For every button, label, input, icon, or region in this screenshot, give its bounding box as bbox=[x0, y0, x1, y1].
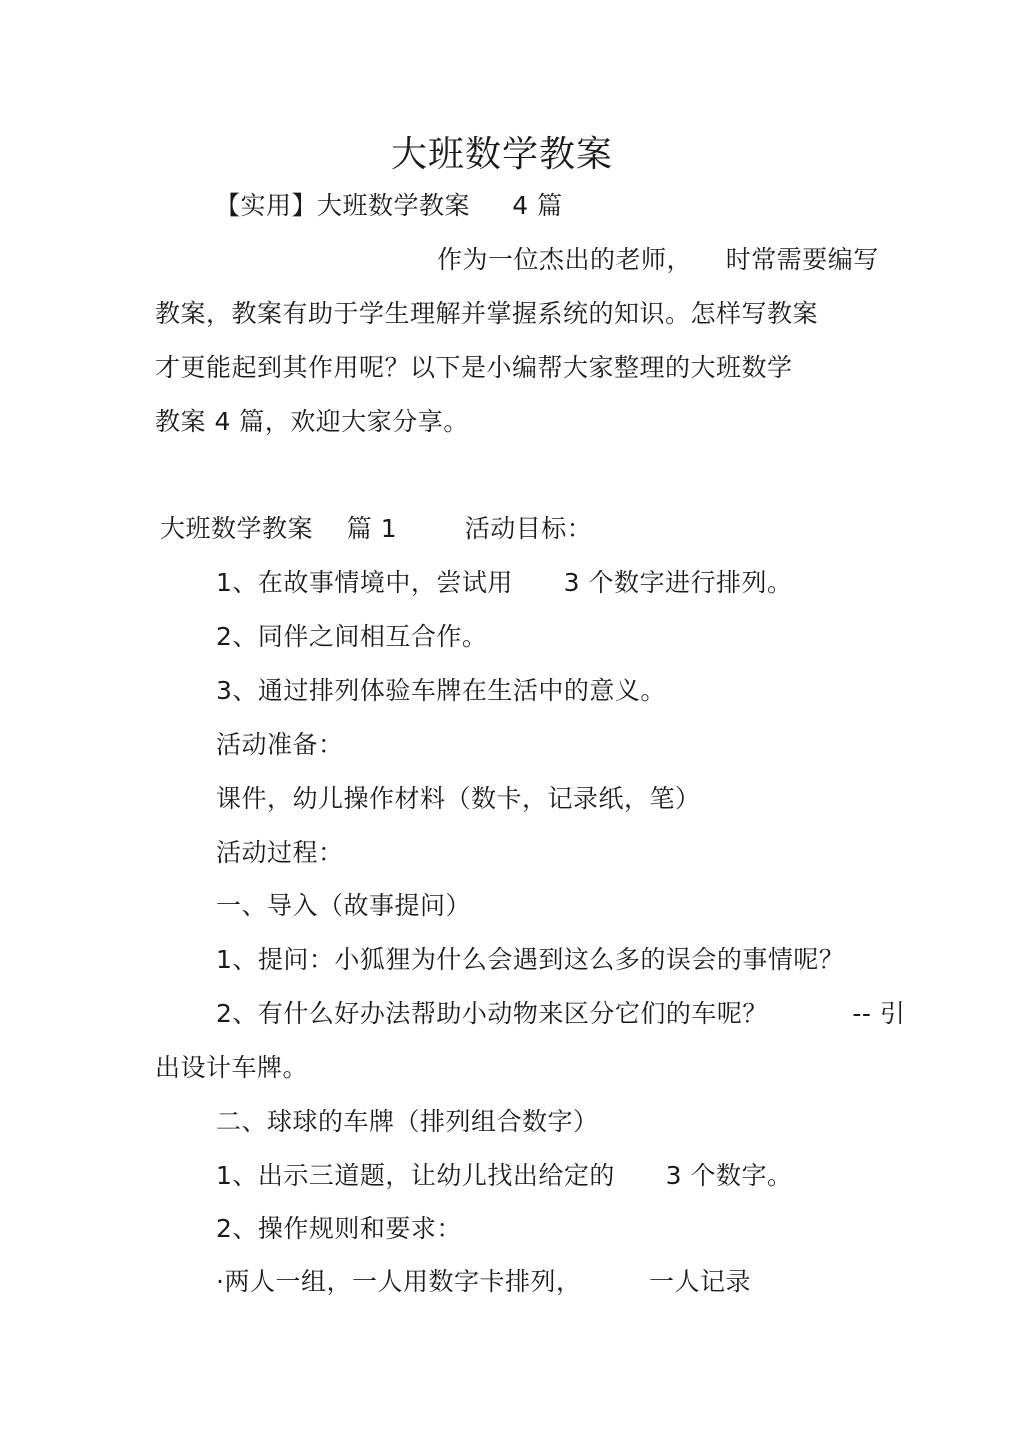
intro-line-3: 才更能起到其作用呢？以下是小编帮大家整理的大班数学 bbox=[155, 353, 793, 382]
body-line-14: ·两人一组，一人用数字卡排列， 一人记录 bbox=[216, 1267, 752, 1296]
body-line-7: 一、导入（故事提问） bbox=[216, 891, 472, 920]
body-line-13: 2、操作规则和要求： bbox=[216, 1214, 462, 1243]
body-line-5: 课件，幼儿操作材料（数卡，记录纸，笔） bbox=[216, 784, 701, 813]
page-title: 大班数学教案 bbox=[390, 134, 613, 175]
body-line-3: 3、通过排列体验车牌在生活中的意义。 bbox=[216, 676, 666, 705]
body-line-6: 活动过程： bbox=[216, 838, 344, 867]
intro-line-1: 作为一位杰出的老师， 时常需要编写 bbox=[437, 245, 879, 274]
body-line-12: 1、出示三道题，让幼儿找出给定的 3 个数字。 bbox=[216, 1161, 793, 1190]
body-line-4: 活动准备： bbox=[216, 730, 344, 759]
intro-line-2: 教案，教案有助于学生理解并掌握系统的知识。怎样写教案 bbox=[155, 299, 819, 328]
body-line-2: 2、同伴之间相互合作。 bbox=[216, 622, 488, 651]
body-line-8: 1、提问：小狐狸为什么会遇到这么多的误会的事情呢？ bbox=[216, 945, 845, 974]
intro-line-4: 教案 4 篇，欢迎大家分享。 bbox=[155, 407, 469, 436]
body-line-11: 二、球球的车牌（排列组合数字） bbox=[216, 1107, 599, 1136]
body-line-1: 1、在故事情境中，尝试用 3 个数字进行排列。 bbox=[216, 568, 793, 597]
subtitle: 【实用】大班数学教案 4 篇 bbox=[215, 191, 563, 220]
body-line-9: 2、有什么好办法帮助小动物来区分它们的车呢？ -- 引 bbox=[216, 999, 906, 1028]
body-line-10: 出设计车牌。 bbox=[155, 1053, 309, 1082]
section-heading: 大班数学教案 篇 1 活动目标： bbox=[160, 514, 593, 543]
